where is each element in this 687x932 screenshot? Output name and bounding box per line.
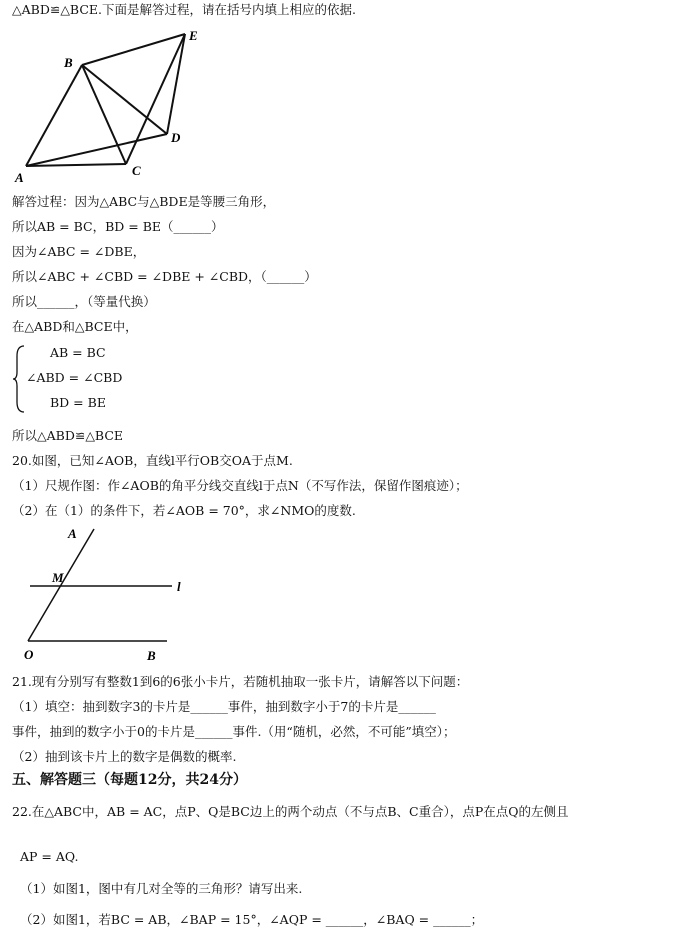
label-a: A [15,170,24,182]
conclusion-line: 所以△ABD≌△BCE [12,428,124,443]
label-o: O [24,647,34,662]
problem-20-part-1: （1）尺规作图：作∠AOB的角平分线交直线l于点N（不写作法，保留作图痕迹）； [12,478,468,493]
label-m: M [52,570,64,585]
system-brace [12,344,26,414]
label-c: C [132,163,141,178]
label-e: E [189,28,198,43]
segment-ed [167,34,185,134]
segment-be [82,34,185,65]
problem-21-stem: 21.现有分别写有整数1到6的6张小卡片，若随机抽取一张卡片，请解答以下问题： [12,674,469,689]
ray-oa [28,529,94,641]
solution-line-3: 因为∠ABC = ∠DBE， [12,244,146,259]
angle-figure [12,524,212,669]
section-heading: 五、解答题三（每题12分，共24分） [12,772,247,788]
problem-20-part-2: （2）在（1）的条件下，若∠AOB = 70°，求∠NMO的度数. [12,503,356,518]
triangle-figure [12,22,212,182]
problem-19-intro: △ABD≌△BCE.下面是解答过程，请在括号内填上相应的依据. [12,2,356,17]
problem-22-stem-cont: AP = AQ. [20,849,79,864]
solution-line-2: 所以AB = BC，BD = BE（______） [12,219,224,234]
segment-ab [26,65,82,166]
problem-20-stem: 20.如图，已知∠AOB，直线l平行OB交OA于点M. [12,453,293,468]
label-l: l [177,579,181,594]
segment-ac [26,164,126,166]
label-a: A [68,526,77,541]
problem-22-part-2: （2）如图1，若BC = AB，∠BAP = 15°，∠AQP = ______，∠BAQ = ______； [20,912,484,927]
label-b: B [147,648,156,663]
problem-21-part-2: （2）抽到该卡片上的数字是偶数的概率. [12,749,237,764]
problem-21-part-1-cont: 事件，抽到的数字小于0的卡片是______事件.（用“随机，必然，不可能”填空）； [12,724,456,739]
solution-line-5: 所以______，（等量代换） [12,294,156,309]
system-eq-1: AB = BC [50,345,106,360]
system-eq-3: BD = BE [50,395,106,410]
solution-line-6: 在△ABD和△BCE中， [12,319,138,334]
problem-22-part-1: （1）如图1，图中有几对全等的三角形？请写出来. [20,881,303,896]
solution-line-1: 解答过程：因为△ABC与△BDE是等腰三角形， [12,194,276,209]
label-d: D [171,130,181,145]
segment-ad [26,134,167,166]
system-eq-2: ∠ABD = ∠CBD [26,370,123,385]
solution-line-4: 所以∠ABC + ∠CBD = ∠DBE + ∠CBD，（______） [12,269,317,284]
problem-22-stem: 22.在△ABC中，AB = AC，点P、Q是BC边上的两个动点（不与点B、C重合），点P在点Q的左侧且 [12,804,569,819]
problem-21-part-1: （1）填空：抽到数字3的卡片是______事件，抽到数字小于7的卡片是______ [12,699,436,714]
label-b: B [64,55,73,70]
